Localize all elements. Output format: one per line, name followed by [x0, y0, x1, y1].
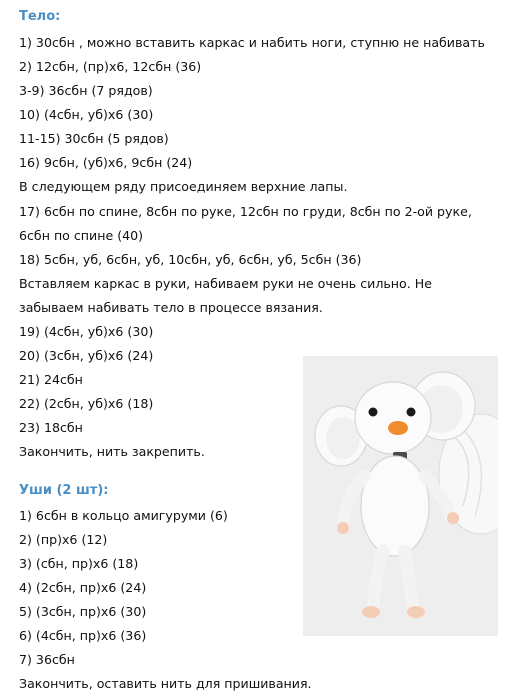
body-step-18: 18) 5сбн, уб, 6сбн, уб, 10сбн, уб, 6сбн, уб, 5сбн (36) — [19, 252, 362, 267]
ears-step-3: 3) (сбн, пр)х6 (18) — [19, 556, 139, 571]
body-step-2: 2) 12сбн, (пр)х6, 12сбн (36) — [19, 59, 202, 74]
body-step-22: 22) (2сбн, уб)х6 (18) — [19, 396, 154, 411]
body-step-21: 21) 24сбн — [19, 372, 83, 387]
section-ears-title: Уши (2 шт): — [19, 483, 109, 498]
body-step-20: 20) (3сбн, уб)х6 (24) — [19, 348, 154, 363]
body-step-16: 16) 9сбн, (уб)х6, 9сбн (24) — [19, 155, 193, 170]
ears-step-4: 4) (2сбн, пр)х6 (24) — [19, 580, 147, 595]
body-step-11-15: 11-15) 30сбн (5 рядов) — [19, 131, 169, 146]
ears-step-5: 5) (3сбн, пр)х6 (30) — [19, 604, 147, 619]
body-note-join-arms: В следующем ряду присоединяем верхние лапы. — [19, 179, 348, 194]
ears-step-6: 6) (4сбн, пр)х6 (36) — [19, 628, 147, 643]
body-note-stuff-arms-cont: забываем набивать тело в процессе вязания. — [19, 300, 323, 315]
ears-step-1: 1) 6сбн в кольцо амигуруми (6) — [19, 508, 228, 523]
body-step-1: 1) 30сбн , можно вставить каркас и набить ноги, ступню не набивать — [19, 35, 485, 50]
body-step-17-cont: 6сбн по спине (40) — [19, 228, 144, 243]
amigurumi-mouse-photo — [303, 356, 498, 636]
body-step-17: 17) 6сбн по спине, 8сбн по руке, 12сбн по груди, 8сбн по 2-ой руке, — [19, 204, 472, 219]
section-body-title: Тело: — [19, 9, 61, 24]
ears-finish: Закончить, оставить нить для пришивания. — [19, 676, 312, 691]
body-step-10: 10) (4сбн, уб)х6 (30) — [19, 107, 154, 122]
body-step-19: 19) (4сбн, уб)х6 (30) — [19, 324, 154, 339]
ears-step-2: 2) (пр)х6 (12) — [19, 532, 108, 547]
body-step-23: 23) 18сбн — [19, 420, 83, 435]
ears-step-7: 7) 36сбн — [19, 652, 75, 667]
body-step-3-9: 3-9) 36сбн (7 рядов) — [19, 83, 153, 98]
body-finish: Закончить, нить закрепить. — [19, 444, 205, 459]
body-note-stuff-arms: Вставляем каркас в руки, набиваем руки не очень сильно. Не — [19, 276, 432, 291]
